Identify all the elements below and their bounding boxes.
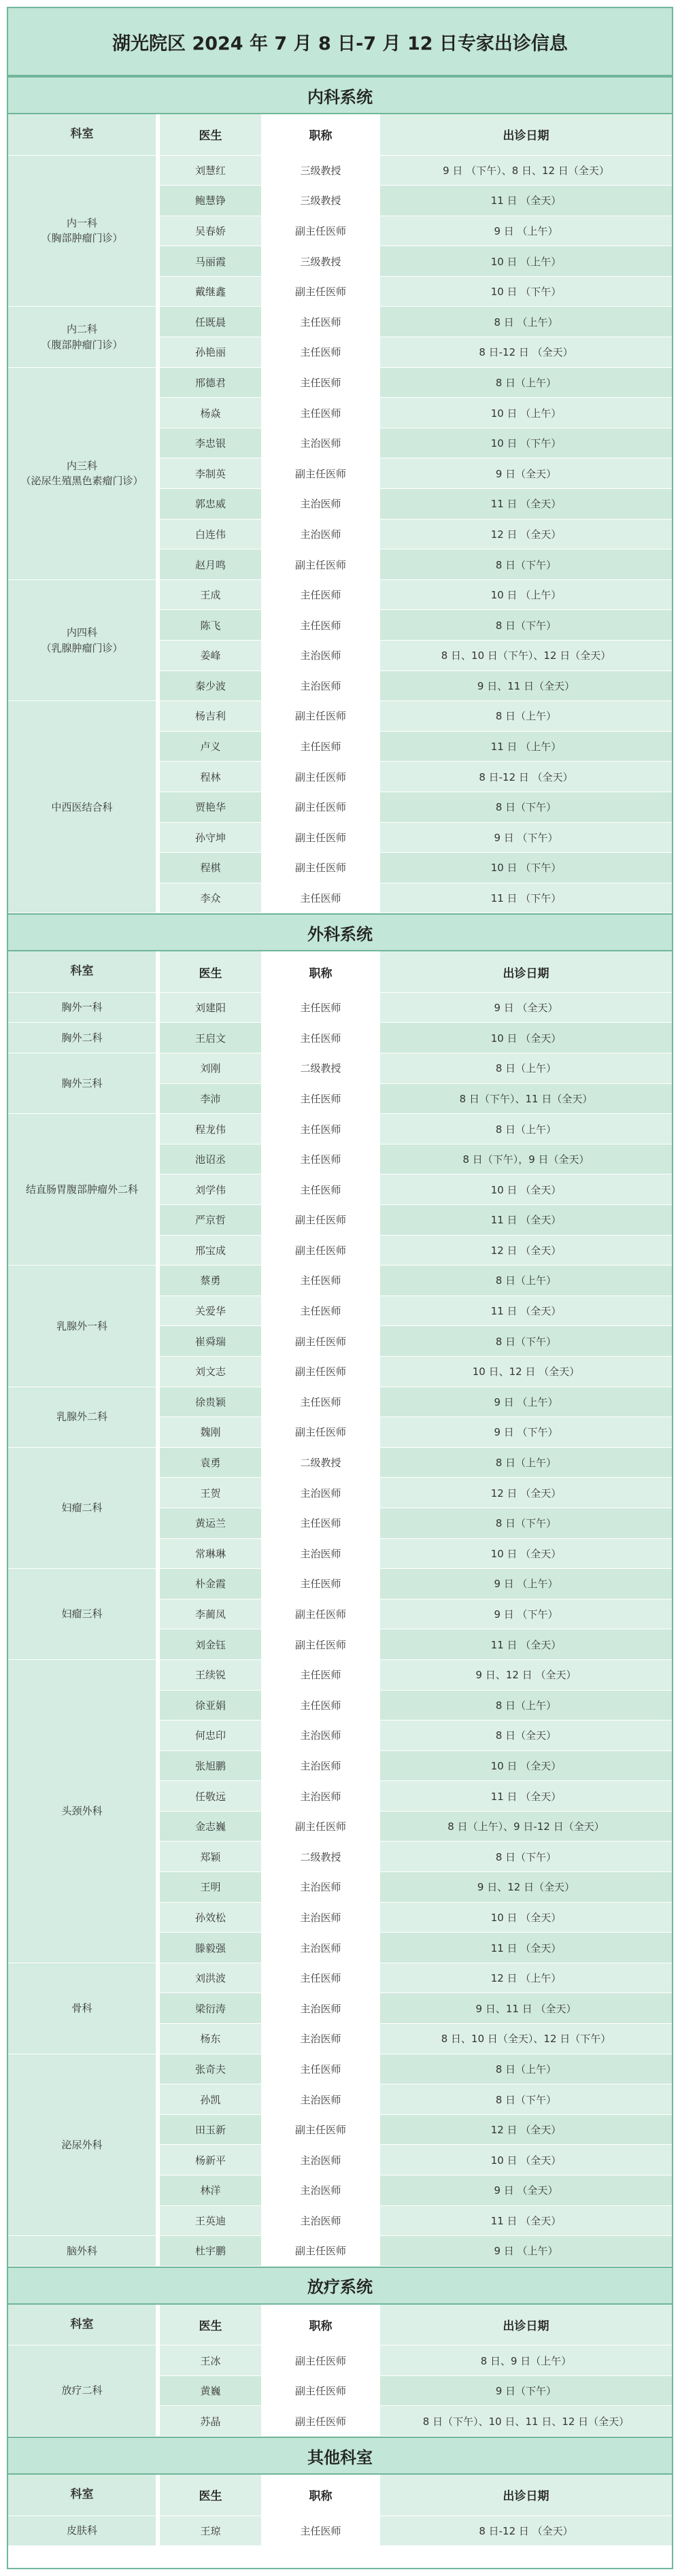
clinic-date: 9 日 （下午） <box>380 1599 672 1629</box>
doctor-title: 二级教授 <box>261 1053 380 1084</box>
doctor-title: 主任医师 <box>261 731 380 762</box>
clinic-date: 8 日-12 日 （全天） <box>380 2515 672 2546</box>
doctor-name: 崔舜瑞 <box>158 1326 261 1357</box>
doctor-title: 副主任医师 <box>261 701 380 732</box>
header-title: 职称 <box>261 2475 380 2515</box>
clinic-date: 11 日 （全天） <box>380 1781 672 1812</box>
clinic-date: 9 日 （上午） <box>380 1569 672 1599</box>
doctor-name: 陈飞 <box>158 610 261 641</box>
doctor-name: 孙效松 <box>158 1902 261 1933</box>
doctor-title: 副主任医师 <box>261 1326 380 1357</box>
clinic-date: 9 日、12 日 （全天） <box>380 1659 672 1690</box>
doctor-name: 卢义 <box>158 731 261 762</box>
clinic-date: 8 日（下午） <box>380 2084 672 2115</box>
sections-container <box>8 76 672 2546</box>
doctor-title: 主任医师 <box>261 398 380 428</box>
doctor-name: 杨吉利 <box>158 701 261 732</box>
doctor-name: 戴继鑫 <box>158 276 261 307</box>
clinic-date: 8 日（下午），9 日（全天） <box>380 1144 672 1174</box>
doctor-name: 刘金钰 <box>158 1629 261 1660</box>
doctor-title: 主任医师 <box>261 1690 380 1721</box>
clinic-date: 8 日（下午） <box>380 610 672 641</box>
doctor-title: 三级教授 <box>261 186 380 216</box>
doctor-title: 副主任医师 <box>261 2375 380 2406</box>
table-row <box>8 367 672 398</box>
doctor-name: 张奇夫 <box>158 2054 261 2084</box>
doctor-name: 郑颖 <box>158 1842 261 1872</box>
clinic-date: 9 日、12 日（全天） <box>380 1872 672 1903</box>
department-cell: 乳腺外二科 <box>8 1387 158 1447</box>
doctor-title: 主治医师 <box>261 671 380 701</box>
doctor-title: 主治医师 <box>261 2175 380 2206</box>
department-cell: 内三科 （泌尿生殖黑色素瘤门诊） <box>8 367 158 579</box>
doctor-name: 杜宇鹏 <box>158 2236 261 2267</box>
doctor-name: 刘文志 <box>158 1356 261 1387</box>
doctor-name: 杨焱 <box>158 398 261 428</box>
doctor-title: 主治医师 <box>261 1750 380 1781</box>
header-row <box>8 2475 672 2515</box>
section-table <box>8 2305 672 2437</box>
doctor-name: 蔡勇 <box>158 1266 261 1296</box>
clinic-date: 8 日（下午）、11 日（全天） <box>380 1083 672 1114</box>
clinic-date: 10 日 （下午） <box>380 853 672 883</box>
clinic-date: 9 日、11 日 （全天） <box>380 1993 672 2024</box>
doctor-name: 黄巍 <box>158 2375 261 2406</box>
doctor-name: 何忠印 <box>158 1721 261 1751</box>
doctor-title: 主任医师 <box>261 1174 380 1205</box>
doctor-title: 主任医师 <box>261 1266 380 1296</box>
doctor-name: 李众 <box>158 883 261 913</box>
doctor-title: 主治医师 <box>261 2145 380 2175</box>
doctor-title: 主治医师 <box>261 428 380 458</box>
doctor-title: 副主任医师 <box>261 458 380 489</box>
header-doctor: 医生 <box>158 951 261 992</box>
clinic-date: 11 日 （上午） <box>380 731 672 762</box>
clinic-date: 11 日 （全天） <box>380 2205 672 2236</box>
table-row <box>8 2054 672 2084</box>
department-cell: 泌尿外科 <box>8 2054 158 2236</box>
doctor-name: 梁衍涛 <box>158 1993 261 2024</box>
doctor-name: 孙凯 <box>158 2084 261 2115</box>
clinic-date: 8 日（上午） <box>380 367 672 398</box>
doctor-title: 主治医师 <box>261 1902 380 1933</box>
doctor-name: 邢德君 <box>158 367 261 398</box>
table-row <box>8 1114 672 1145</box>
doctor-title: 副主任医师 <box>261 1629 380 1660</box>
doctor-title: 副主任医师 <box>261 1599 380 1629</box>
clinic-date: 11 日 （全天） <box>380 1933 672 1963</box>
doctor-name: 袁勇 <box>158 1447 261 1478</box>
doctor-title: 副主任医师 <box>261 1205 380 1236</box>
doctor-name: 赵月鸣 <box>158 549 261 580</box>
clinic-date: 10 日、12 日 （全天） <box>380 1356 672 1387</box>
doctor-title: 主治医师 <box>261 2024 380 2054</box>
doctor-title: 主任医师 <box>261 1114 380 1145</box>
header-row <box>8 951 672 992</box>
doctor-title: 主任医师 <box>261 1387 380 1417</box>
doctor-title: 主任医师 <box>261 579 380 610</box>
doctor-name: 王英迪 <box>158 2205 261 2236</box>
table-row <box>8 992 672 1023</box>
department-cell: 结直肠胃腹部肿瘤外二科 <box>8 1114 158 1266</box>
doctor-name: 刘建阳 <box>158 992 261 1023</box>
clinic-date: 10 日 （上午） <box>380 246 672 277</box>
doctor-name: 李沛 <box>158 1083 261 1114</box>
doctor-name: 李制英 <box>158 458 261 489</box>
clinic-date: 8 日（下午） <box>380 1508 672 1538</box>
doctor-name: 滕毅强 <box>158 1933 261 1963</box>
section-title: 放疗系统 <box>8 2267 672 2305</box>
doctor-name: 张旭鹏 <box>158 1750 261 1781</box>
clinic-date: 10 日 （下午） <box>380 428 672 458</box>
clinic-date: 8 日（下午） <box>380 1326 672 1357</box>
clinic-date: 8 日（上午）、9 日-12 日（全天） <box>380 1811 672 1842</box>
clinic-date: 11 日 （全天） <box>380 489 672 520</box>
doctor-name: 鲍慧铮 <box>158 186 261 216</box>
header-date: 出诊日期 <box>380 951 672 992</box>
doctor-name: 吴春娇 <box>158 216 261 246</box>
doctor-title: 副主任医师 <box>261 1417 380 1448</box>
department-cell: 中西医结合科 <box>8 701 158 913</box>
clinic-date: 10 日 （全天） <box>380 2145 672 2175</box>
header-doctor: 医生 <box>158 114 261 155</box>
header-title: 职称 <box>261 114 380 155</box>
doctor-name: 田玉新 <box>158 2114 261 2145</box>
header-date: 出诊日期 <box>380 114 672 155</box>
schedule-document <box>7 7 673 2569</box>
clinic-date: 10 日 （上午） <box>380 579 672 610</box>
doctor-title: 主治医师 <box>261 489 380 520</box>
doctor-name: 马丽霞 <box>158 246 261 277</box>
doctor-title: 主治医师 <box>261 1933 380 1963</box>
doctor-title: 主治医师 <box>261 519 380 549</box>
header-row <box>8 114 672 155</box>
clinic-date: 10 日 （上午） <box>380 398 672 428</box>
department-cell: 内二科 （腹部肿瘤门诊） <box>8 307 158 367</box>
doctor-title: 主任医师 <box>261 1083 380 1114</box>
section-table <box>8 951 672 2266</box>
doctor-title: 三级教授 <box>261 246 380 277</box>
department-cell: 放疗二科 <box>8 2345 158 2437</box>
doctor-name: 王续锐 <box>158 1659 261 1690</box>
clinic-date: 8 日（下午） <box>380 792 672 822</box>
doctor-name: 魏刚 <box>158 1417 261 1448</box>
doctor-title: 主治医师 <box>261 1993 380 2024</box>
section-table <box>8 114 672 913</box>
clinic-date: 8 日 （上午） <box>380 307 672 337</box>
table-row <box>8 1569 672 1599</box>
doctor-title: 主任医师 <box>261 1508 380 1538</box>
doctor-title: 副主任医师 <box>261 216 380 246</box>
clinic-date: 8 日-12 日 （全天） <box>380 337 672 368</box>
doctor-title: 主任医师 <box>261 1963 380 1993</box>
clinic-date: 12 日 （全天） <box>380 2114 672 2145</box>
doctor-title: 主治医师 <box>261 1872 380 1903</box>
doctor-title: 副主任医师 <box>261 276 380 307</box>
header-dept: 科室 <box>8 2305 158 2345</box>
department-cell: 胸外一科 <box>8 992 158 1023</box>
clinic-date: 9 日 （上午） <box>380 216 672 246</box>
doctor-name: 关爱华 <box>158 1295 261 1326</box>
doctor-name: 王启文 <box>158 1023 261 1053</box>
clinic-date: 9 日（全天） <box>380 458 672 489</box>
clinic-date: 11 日 （全天） <box>380 1295 672 1326</box>
clinic-date: 9 日 （上午） <box>380 2236 672 2267</box>
clinic-date: 8 日（上午） <box>380 1690 672 1721</box>
doctor-title: 副主任医师 <box>261 822 380 853</box>
table-row <box>8 701 672 732</box>
doctor-name: 刘刚 <box>158 1053 261 1084</box>
table-row <box>8 1387 672 1417</box>
doctor-title: 副主任医师 <box>261 853 380 883</box>
doctor-name: 池诏丞 <box>158 1144 261 1174</box>
doctor-title: 主任医师 <box>261 2515 380 2546</box>
clinic-date: 10 日 （全天） <box>380 1023 672 1053</box>
doctor-title: 主治医师 <box>261 2084 380 2115</box>
doctor-name: 秦少波 <box>158 671 261 701</box>
page-title: 湖光院区 2024 年 7 月 8 日-7 月 12 日专家出诊信息 <box>8 8 672 76</box>
doctor-name: 任既晨 <box>158 307 261 337</box>
doctor-title: 副主任医师 <box>261 2406 380 2437</box>
doctor-title: 主任医师 <box>261 1144 380 1174</box>
doctor-name: 王贺 <box>158 1478 261 1508</box>
clinic-date: 8 日、10 日（下午）、12 日（全天） <box>380 641 672 671</box>
doctor-title: 二级教授 <box>261 1447 380 1478</box>
doctor-title: 主治医师 <box>261 1721 380 1751</box>
doctor-title: 副主任医师 <box>261 792 380 822</box>
doctor-name: 徐亚娟 <box>158 1690 261 1721</box>
clinic-date: 12 日 （上午） <box>380 1963 672 1993</box>
clinic-date: 9 日 （全天） <box>380 992 672 1023</box>
clinic-date: 8 日、9 日（上午） <box>380 2345 672 2376</box>
clinic-date: 8 日（下午）、10 日、11 日、12 日（全天） <box>380 2406 672 2437</box>
doctor-name: 刘洪波 <box>158 1963 261 1993</box>
doctor-name: 王琼 <box>158 2515 261 2546</box>
doctor-title: 副主任医师 <box>261 1235 380 1266</box>
doctor-title: 主任医师 <box>261 1023 380 1053</box>
header-dept: 科室 <box>8 951 158 992</box>
doctor-title: 主任医师 <box>261 2054 380 2084</box>
doctor-title: 副主任医师 <box>261 1811 380 1842</box>
clinic-date: 10 日 （全天） <box>380 1174 672 1205</box>
doctor-name: 王冰 <box>158 2345 261 2376</box>
doctor-name: 程龙伟 <box>158 1114 261 1145</box>
department-cell: 乳腺外一科 <box>8 1266 158 1387</box>
doctor-name: 孙艳丽 <box>158 337 261 368</box>
clinic-date: 8 日、10 日（全天）、12 日（下午） <box>380 2024 672 2054</box>
section-title: 内科系统 <box>8 76 672 114</box>
table-row <box>8 307 672 337</box>
doctor-title: 主治医师 <box>261 1538 380 1569</box>
clinic-date: 8 日（全天） <box>380 1721 672 1751</box>
table-row <box>8 2515 672 2546</box>
section-table <box>8 2475 672 2546</box>
doctor-name: 姜峰 <box>158 641 261 671</box>
doctor-title: 主任医师 <box>261 337 380 368</box>
doctor-title: 主治医师 <box>261 1781 380 1812</box>
doctor-name: 王明 <box>158 1872 261 1903</box>
doctor-title: 主任医师 <box>261 1295 380 1326</box>
header-title: 职称 <box>261 2305 380 2345</box>
doctor-name: 徐贵颖 <box>158 1387 261 1417</box>
doctor-name: 刘慧红 <box>158 155 261 186</box>
clinic-date: 8 日（上午） <box>380 1266 672 1296</box>
clinic-date: 12 日 （全天） <box>380 1478 672 1508</box>
doctor-name: 刘学伟 <box>158 1174 261 1205</box>
doctor-name: 黄运兰 <box>158 1508 261 1538</box>
clinic-date: 8 日（上午） <box>380 2054 672 2084</box>
department-cell: 皮肤科 <box>8 2515 158 2546</box>
doctor-name: 白连伟 <box>158 519 261 549</box>
doctor-name: 杨东 <box>158 2024 261 2054</box>
doctor-title: 三级教授 <box>261 155 380 186</box>
doctor-name: 任敬远 <box>158 1781 261 1812</box>
clinic-date: 11 日 （下午） <box>380 883 672 913</box>
header-doctor: 医生 <box>158 2305 261 2345</box>
doctor-name: 孙守坤 <box>158 822 261 853</box>
doctor-title: 副主任医师 <box>261 2345 380 2376</box>
doctor-name: 李蔺凤 <box>158 1599 261 1629</box>
clinic-date: 9 日 （上午） <box>380 1387 672 1417</box>
doctor-name: 郭忠威 <box>158 489 261 520</box>
doctor-name: 苏晶 <box>158 2406 261 2437</box>
clinic-date: 9 日 （下午）、8 日、12 日（全天） <box>380 155 672 186</box>
doctor-name: 林洋 <box>158 2175 261 2206</box>
table-row <box>8 579 672 610</box>
clinic-date: 9 日 （全天） <box>380 2175 672 2206</box>
clinic-date: 8 日（上午） <box>380 1114 672 1145</box>
doctor-title: 主任医师 <box>261 367 380 398</box>
department-cell: 头颈外科 <box>8 1659 158 1963</box>
doctor-name: 金志巍 <box>158 1811 261 1842</box>
doctor-name: 邢宝成 <box>158 1235 261 1266</box>
doctor-name: 杨新平 <box>158 2145 261 2175</box>
clinic-date: 9 日 （下午） <box>380 822 672 853</box>
clinic-date: 8 日（上午） <box>380 1053 672 1084</box>
department-cell: 脑外科 <box>8 2236 158 2267</box>
table-row <box>8 1963 672 1993</box>
clinic-date: 11 日 （全天） <box>380 186 672 216</box>
doctor-name: 程棋 <box>158 853 261 883</box>
table-row <box>8 2345 672 2376</box>
header-row <box>8 2305 672 2345</box>
clinic-date: 8 日（下午） <box>380 549 672 580</box>
clinic-date: 8 日（上午） <box>380 1447 672 1478</box>
doctor-name: 常琳琳 <box>158 1538 261 1569</box>
department-cell: 胸外二科 <box>8 1023 158 1053</box>
table-row <box>8 155 672 186</box>
clinic-date: 8 日-12 日 （全天） <box>380 762 672 792</box>
clinic-date: 10 日 （全天） <box>380 1538 672 1569</box>
doctor-title: 主任医师 <box>261 1659 380 1690</box>
doctor-name: 王成 <box>158 579 261 610</box>
doctor-name: 朴金霞 <box>158 1569 261 1599</box>
table-row <box>8 1266 672 1296</box>
doctor-title: 副主任医师 <box>261 1356 380 1387</box>
doctor-title: 副主任医师 <box>261 2114 380 2145</box>
department-cell: 内一科 （胸部肿瘤门诊） <box>8 155 158 307</box>
table-row <box>8 2236 672 2267</box>
doctor-title: 主治医师 <box>261 2205 380 2236</box>
doctor-title: 主任医师 <box>261 1569 380 1599</box>
doctor-title: 主任医师 <box>261 610 380 641</box>
clinic-date: 9 日、11 日（全天） <box>380 671 672 701</box>
doctor-title: 主治医师 <box>261 641 380 671</box>
clinic-date: 11 日 （全天） <box>380 1629 672 1660</box>
doctor-title: 主任医师 <box>261 992 380 1023</box>
table-row <box>8 1659 672 1690</box>
header-doctor: 医生 <box>158 2475 261 2515</box>
doctor-title: 主治医师 <box>261 1478 380 1508</box>
clinic-date: 8 日（下午） <box>380 1842 672 1872</box>
clinic-date: 12 日 （全天） <box>380 1235 672 1266</box>
header-dept: 科室 <box>8 114 158 155</box>
table-row <box>8 1053 672 1084</box>
table-row <box>8 1023 672 1053</box>
department-cell: 妇瘤三科 <box>8 1569 158 1660</box>
header-dept: 科室 <box>8 2475 158 2515</box>
department-cell: 内四科 （乳腺肿瘤门诊） <box>8 579 158 700</box>
doctor-name: 贾艳华 <box>158 792 261 822</box>
doctor-name: 李忠银 <box>158 428 261 458</box>
table-row <box>8 1447 672 1478</box>
clinic-date: 9 日 （下午） <box>380 1417 672 1448</box>
clinic-date: 10 日 （下午） <box>380 276 672 307</box>
doctor-title: 副主任医师 <box>261 549 380 580</box>
clinic-date: 8 日（上午） <box>380 701 672 732</box>
clinic-date: 9 日（下午） <box>380 2375 672 2406</box>
doctor-title: 主任医师 <box>261 883 380 913</box>
doctor-title: 主任医师 <box>261 307 380 337</box>
doctor-title: 副主任医师 <box>261 762 380 792</box>
section-title: 其他科室 <box>8 2437 672 2475</box>
department-cell: 妇瘤二科 <box>8 1447 158 1568</box>
clinic-date: 12 日 （全天） <box>380 519 672 549</box>
header-title: 职称 <box>261 951 380 992</box>
header-date: 出诊日期 <box>380 2475 672 2515</box>
doctor-title: 二级教授 <box>261 1842 380 1872</box>
clinic-date: 11 日 （全天） <box>380 1205 672 1236</box>
header-date: 出诊日期 <box>380 2305 672 2345</box>
clinic-date: 10 日 （全天） <box>380 1902 672 1933</box>
doctor-name: 严京哲 <box>158 1205 261 1236</box>
doctor-name: 程林 <box>158 762 261 792</box>
doctor-title: 副主任医师 <box>261 2236 380 2267</box>
department-cell: 胸外三科 <box>8 1053 158 1114</box>
department-cell: 骨科 <box>8 1963 158 2054</box>
section-title: 外科系统 <box>8 913 672 951</box>
clinic-date: 10 日 （全天） <box>380 1750 672 1781</box>
